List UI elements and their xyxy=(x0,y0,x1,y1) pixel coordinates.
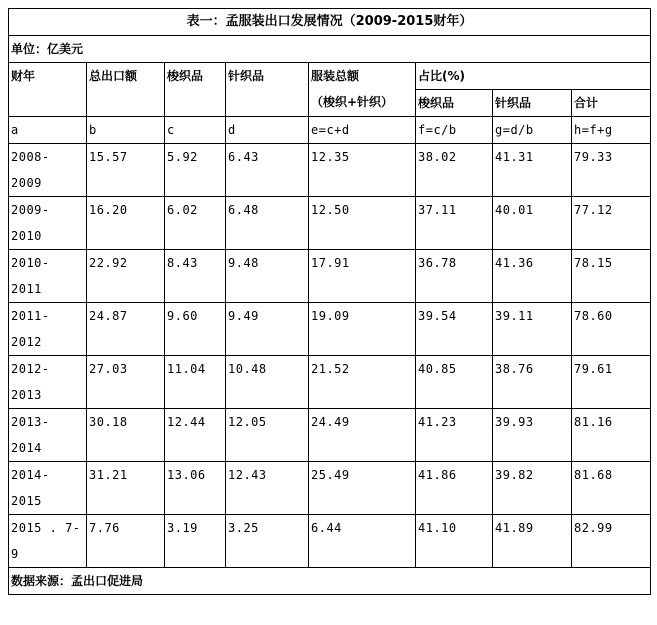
value-cell-d: 10.48 xyxy=(226,356,309,409)
year-line-1: 2011- xyxy=(11,309,50,323)
formula-cell: e=c+d xyxy=(309,117,416,144)
year-line-2: 2014 xyxy=(11,441,42,455)
value-cell-f: 40.85 xyxy=(416,356,493,409)
value-cell-f: 38.02 xyxy=(416,144,493,197)
year-line-2: 2015 xyxy=(11,494,42,508)
value-cell-f: 41.23 xyxy=(416,409,493,462)
year-line-1: 2014- xyxy=(11,468,50,482)
formula-cell: d xyxy=(226,117,309,144)
header-total-export: 总出口额 xyxy=(87,63,165,117)
table-title: 表一：孟服装出口发展情况（2009-2015财年） xyxy=(9,9,651,36)
header-knit: 针织品 xyxy=(226,63,309,117)
header-apparel-total-line1: 服装总额 xyxy=(311,69,360,83)
value-cell-d: 3.25 xyxy=(226,515,309,568)
year-line-1: 2009- xyxy=(11,203,50,217)
value-cell-g: 40.01 xyxy=(493,197,572,250)
value-cell-d: 12.05 xyxy=(226,409,309,462)
value-cell-f: 36.78 xyxy=(416,250,493,303)
formula-row xyxy=(9,117,651,144)
value-cell-f: 41.10 xyxy=(416,515,493,568)
year-line-2: 2012 xyxy=(11,335,42,349)
value-cell-g: 41.89 xyxy=(493,515,572,568)
year-line-1: 2008- xyxy=(11,150,50,164)
value-cell-f: 39.54 xyxy=(416,303,493,356)
formula-cell: a xyxy=(9,117,87,144)
value-cell-e: 25.49 xyxy=(309,462,416,515)
value-cell-g: 38.76 xyxy=(493,356,572,409)
value-cell-c: 6.02 xyxy=(165,197,226,250)
value-cell-c: 9.60 xyxy=(165,303,226,356)
year-line-1: 2013- xyxy=(11,415,50,429)
year-line-2: 2010 xyxy=(11,229,42,243)
value-cell-h: 82.99 xyxy=(572,515,651,568)
header-share-woven: 梭织品 xyxy=(416,90,493,117)
value-cell-g: 41.31 xyxy=(493,144,572,197)
header-share: 占比(%) xyxy=(416,63,651,90)
value-cell-c: 13.06 xyxy=(165,462,226,515)
header-share-knit: 针织品 xyxy=(493,90,572,117)
year-line-2: 2009 xyxy=(11,176,42,190)
data-rows xyxy=(9,144,651,568)
value-cell-g: 39.93 xyxy=(493,409,572,462)
source-note: 数据来源：孟出口促进局 xyxy=(9,568,651,595)
formula-cell: g=d/b xyxy=(493,117,572,144)
value-cell-e: 12.50 xyxy=(309,197,416,250)
year-cell xyxy=(9,356,87,409)
year-cell xyxy=(9,144,87,197)
value-cell-f: 41.86 xyxy=(416,462,493,515)
table-row xyxy=(9,197,651,250)
year-cell xyxy=(9,303,87,356)
export-table xyxy=(8,8,651,595)
formula-cell: b xyxy=(87,117,165,144)
year-cell xyxy=(9,462,87,515)
value-cell-b: 31.21 xyxy=(87,462,165,515)
value-cell-h: 77.12 xyxy=(572,197,651,250)
value-cell-h: 81.68 xyxy=(572,462,651,515)
value-cell-e: 24.49 xyxy=(309,409,416,462)
value-cell-b: 16.20 xyxy=(87,197,165,250)
header-woven: 梭织品 xyxy=(165,63,226,117)
value-cell-d: 9.49 xyxy=(226,303,309,356)
value-cell-e: 21.52 xyxy=(309,356,416,409)
value-cell-d: 6.43 xyxy=(226,144,309,197)
header-year: 财年 xyxy=(9,63,87,117)
value-cell-c: 11.04 xyxy=(165,356,226,409)
table-row xyxy=(9,303,651,356)
formula-cell: f=c/b xyxy=(416,117,493,144)
value-cell-e: 17.91 xyxy=(309,250,416,303)
value-cell-b: 7.76 xyxy=(87,515,165,568)
formula-cell: c xyxy=(165,117,226,144)
year-cell xyxy=(9,250,87,303)
value-cell-g: 41.36 xyxy=(493,250,572,303)
value-cell-h: 78.15 xyxy=(572,250,651,303)
year-cell xyxy=(9,409,87,462)
year-line-1: 2015 . 7- xyxy=(11,521,81,535)
value-cell-e: 12.35 xyxy=(309,144,416,197)
year-line-2: 2013 xyxy=(11,388,42,402)
formula-cell: h=f+g xyxy=(572,117,651,144)
value-cell-g: 39.11 xyxy=(493,303,572,356)
value-cell-d: 9.48 xyxy=(226,250,309,303)
value-cell-f: 37.11 xyxy=(416,197,493,250)
value-cell-h: 79.33 xyxy=(572,144,651,197)
year-line-1: 2012- xyxy=(11,362,50,376)
unit-label: 单位：亿美元 xyxy=(9,36,651,63)
year-line-2: 2011 xyxy=(11,282,42,296)
value-cell-e: 19.09 xyxy=(309,303,416,356)
value-cell-b: 27.03 xyxy=(87,356,165,409)
header-apparel-total-line2: （梭织+针织） xyxy=(311,95,394,109)
value-cell-c: 5.92 xyxy=(165,144,226,197)
value-cell-g: 39.82 xyxy=(493,462,572,515)
year-line-2: 9 xyxy=(11,547,19,561)
value-cell-b: 30.18 xyxy=(87,409,165,462)
header-share-sum: 合计 xyxy=(572,90,651,117)
value-cell-d: 6.48 xyxy=(226,197,309,250)
value-cell-d: 12.43 xyxy=(226,462,309,515)
year-line-1: 2010- xyxy=(11,256,50,270)
table-row xyxy=(9,515,651,568)
value-cell-h: 81.16 xyxy=(572,409,651,462)
table-row xyxy=(9,356,651,409)
value-cell-e: 6.44 xyxy=(309,515,416,568)
value-cell-b: 22.92 xyxy=(87,250,165,303)
value-cell-c: 3.19 xyxy=(165,515,226,568)
year-cell xyxy=(9,515,87,568)
value-cell-h: 79.61 xyxy=(572,356,651,409)
table-row xyxy=(9,462,651,515)
value-cell-h: 78.60 xyxy=(572,303,651,356)
value-cell-c: 12.44 xyxy=(165,409,226,462)
value-cell-b: 24.87 xyxy=(87,303,165,356)
table-row xyxy=(9,250,651,303)
year-cell xyxy=(9,197,87,250)
header-apparel-total xyxy=(309,63,416,117)
table-row xyxy=(9,409,651,462)
value-cell-b: 15.57 xyxy=(87,144,165,197)
table-row xyxy=(9,144,651,197)
value-cell-c: 8.43 xyxy=(165,250,226,303)
